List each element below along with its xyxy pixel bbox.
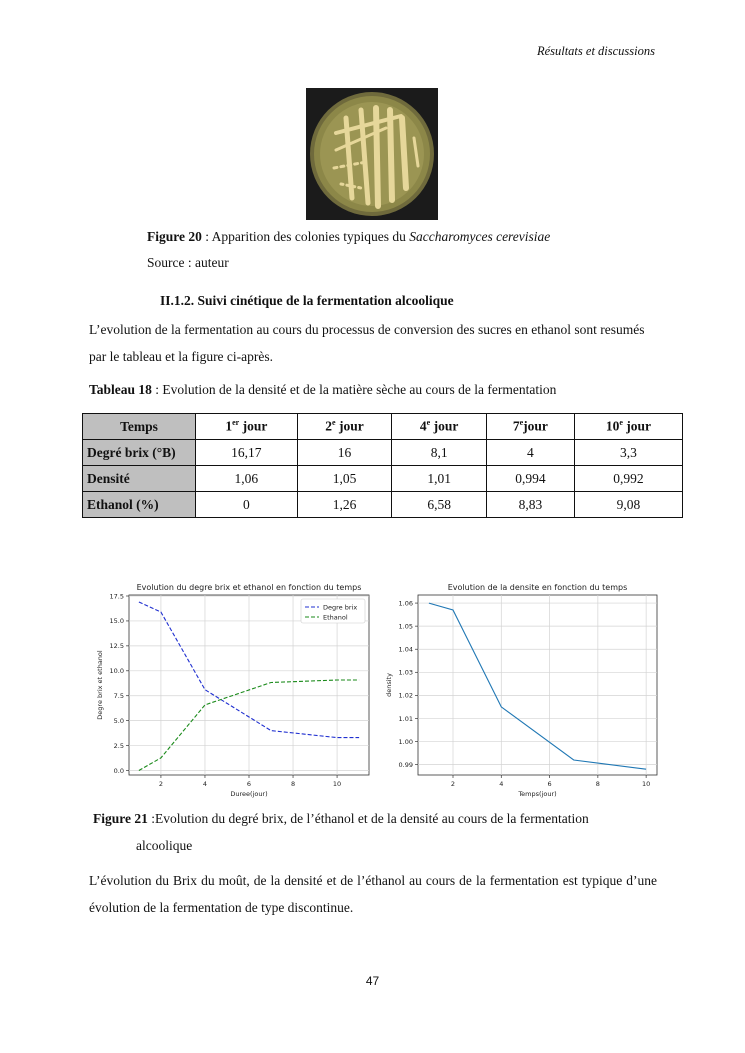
column-header: 10e jour: [574, 414, 682, 440]
row-label: Densité: [83, 466, 196, 492]
table-18-caption: [89, 382, 556, 398]
y-tick-label: 2.5: [113, 741, 124, 750]
table-cell: 1,26: [297, 492, 392, 518]
source-label: Source :: [147, 255, 192, 270]
x-tick-label: 10: [332, 780, 342, 788]
y-tick-label: 7.5: [113, 692, 124, 701]
table-cell: 8,1: [392, 440, 487, 466]
brix-ethanol-chart: [82, 578, 382, 800]
density-chart: [380, 578, 670, 800]
table-cell: 16: [297, 440, 392, 466]
table-cell: 0,994: [486, 466, 574, 492]
x-tick-label: 8: [290, 780, 296, 788]
figure-21-text: :Evolution du degré brix, de l’éthanol et de la densité au cours de la fermentation: [147, 811, 589, 826]
y-tick-label: 10.0: [109, 667, 124, 676]
column-header: 4e jour: [392, 414, 487, 440]
x-tick-label: 4: [202, 780, 208, 788]
y-axis-label: Degre brix et ethanol: [96, 650, 104, 720]
row-label: Degré brix (°B): [83, 440, 196, 466]
table-header-row: [83, 414, 683, 440]
figure-20-species: Saccharomyces cerevisiae: [409, 229, 551, 244]
x-tick-label: 2: [158, 780, 163, 788]
fermentation-table: [82, 413, 683, 518]
figure-20-text: : Apparition des colonies typiques du: [201, 229, 410, 244]
y-tick-label: 1.02: [398, 691, 413, 700]
table-row: [83, 440, 683, 466]
y-axis-label: density: [385, 673, 393, 697]
intro-paragraph: L’evolution de la fermentation au cours du processus de conversion des sucres en ethanol sont resumés par le tableau et la figure ci-après.: [89, 322, 645, 364]
table-18-label: Tableau 18: [89, 382, 152, 397]
x-tick-label: 2: [450, 780, 456, 788]
table-cell: 1,05: [297, 466, 392, 492]
y-tick-label: 1.06: [398, 599, 413, 608]
legend-label: Degre brix: [323, 603, 358, 612]
x-tick-label: 8: [595, 780, 600, 788]
figure-20-source: [147, 255, 229, 271]
conclusion-paragraph: L’évolution du Brix du moût, de la densité et de l’éthanol au cours de la fermentation est typique d’une évolution de la fermentation de type discontinue.: [89, 873, 657, 915]
y-tick-label: 15.0: [109, 617, 124, 626]
column-header: 2e jour: [297, 414, 392, 440]
y-tick-label: 12.5: [109, 642, 124, 651]
row-label: Ethanol (%): [83, 492, 196, 518]
petri-dish-photo: [306, 88, 438, 220]
y-tick-label: 0.0: [113, 766, 124, 775]
chart-title: Evolution de la densite en fonction du temps: [447, 583, 628, 592]
brix-ethanol-chart-svg: [82, 578, 382, 800]
table-cell: 0,992: [574, 466, 682, 492]
y-tick-label: 1.01: [398, 714, 413, 723]
figure-21-label: Figure 21: [93, 811, 148, 826]
table-corner-header: Temps: [83, 414, 196, 440]
y-tick-label: 1.05: [398, 622, 413, 631]
table-row: [83, 466, 683, 492]
petri-dish-image: [306, 88, 438, 220]
table-cell: 4: [486, 440, 574, 466]
y-tick-label: 1.00: [398, 737, 413, 746]
density-chart-svg: [380, 578, 670, 800]
running-header: Résultats et discussions: [536, 44, 655, 58]
y-tick-label: 1.04: [398, 645, 413, 654]
section-title: II.1.2. Suivi cinétique de la fermentation alcoolique: [160, 293, 454, 308]
table-cell: 3,3: [574, 440, 682, 466]
table-cell: 9,08: [574, 492, 682, 518]
x-tick-label: 6: [547, 780, 552, 788]
figure-21-caption: [93, 805, 673, 859]
plot-area: [418, 595, 657, 775]
y-tick-label: 17.5: [109, 592, 124, 601]
table-cell: 0: [196, 492, 298, 518]
table-cell: 16,17: [196, 440, 298, 466]
chart-title: Evolution du degre brix et ethanol en fonction du temps: [136, 583, 362, 592]
x-tick-label: 10: [641, 780, 651, 788]
table-cell: 6,58: [392, 492, 487, 518]
x-axis-label: Duree(jour): [230, 790, 268, 798]
legend-label: Ethanol: [323, 613, 348, 622]
x-tick-label: 6: [246, 780, 252, 788]
table-18-text: : Evolution de la densité et de la matière sèche au cours de la fermentation: [151, 382, 557, 397]
figure-20-label: Figure 20: [147, 229, 202, 244]
y-tick-label: 1.03: [398, 668, 413, 677]
figure-21-line: [93, 805, 673, 832]
source-value: auteur: [191, 255, 229, 270]
column-header: 7ejour: [486, 414, 574, 440]
table-cell: 8,83: [486, 492, 574, 518]
y-tick-label: 0.99: [398, 760, 413, 769]
y-tick-label: 5.0: [113, 716, 124, 725]
x-tick-label: 4: [499, 780, 504, 788]
table-cell: 1,06: [196, 466, 298, 492]
table-row: [83, 492, 683, 518]
column-header: 1er jour: [196, 414, 298, 440]
figure-20-caption: [147, 229, 550, 245]
x-axis-label: Temps(jour): [518, 790, 557, 798]
table-cell: 1,01: [392, 466, 487, 492]
page-number: 47: [365, 974, 380, 988]
figure-21-continuation: alcoolique: [136, 838, 193, 853]
